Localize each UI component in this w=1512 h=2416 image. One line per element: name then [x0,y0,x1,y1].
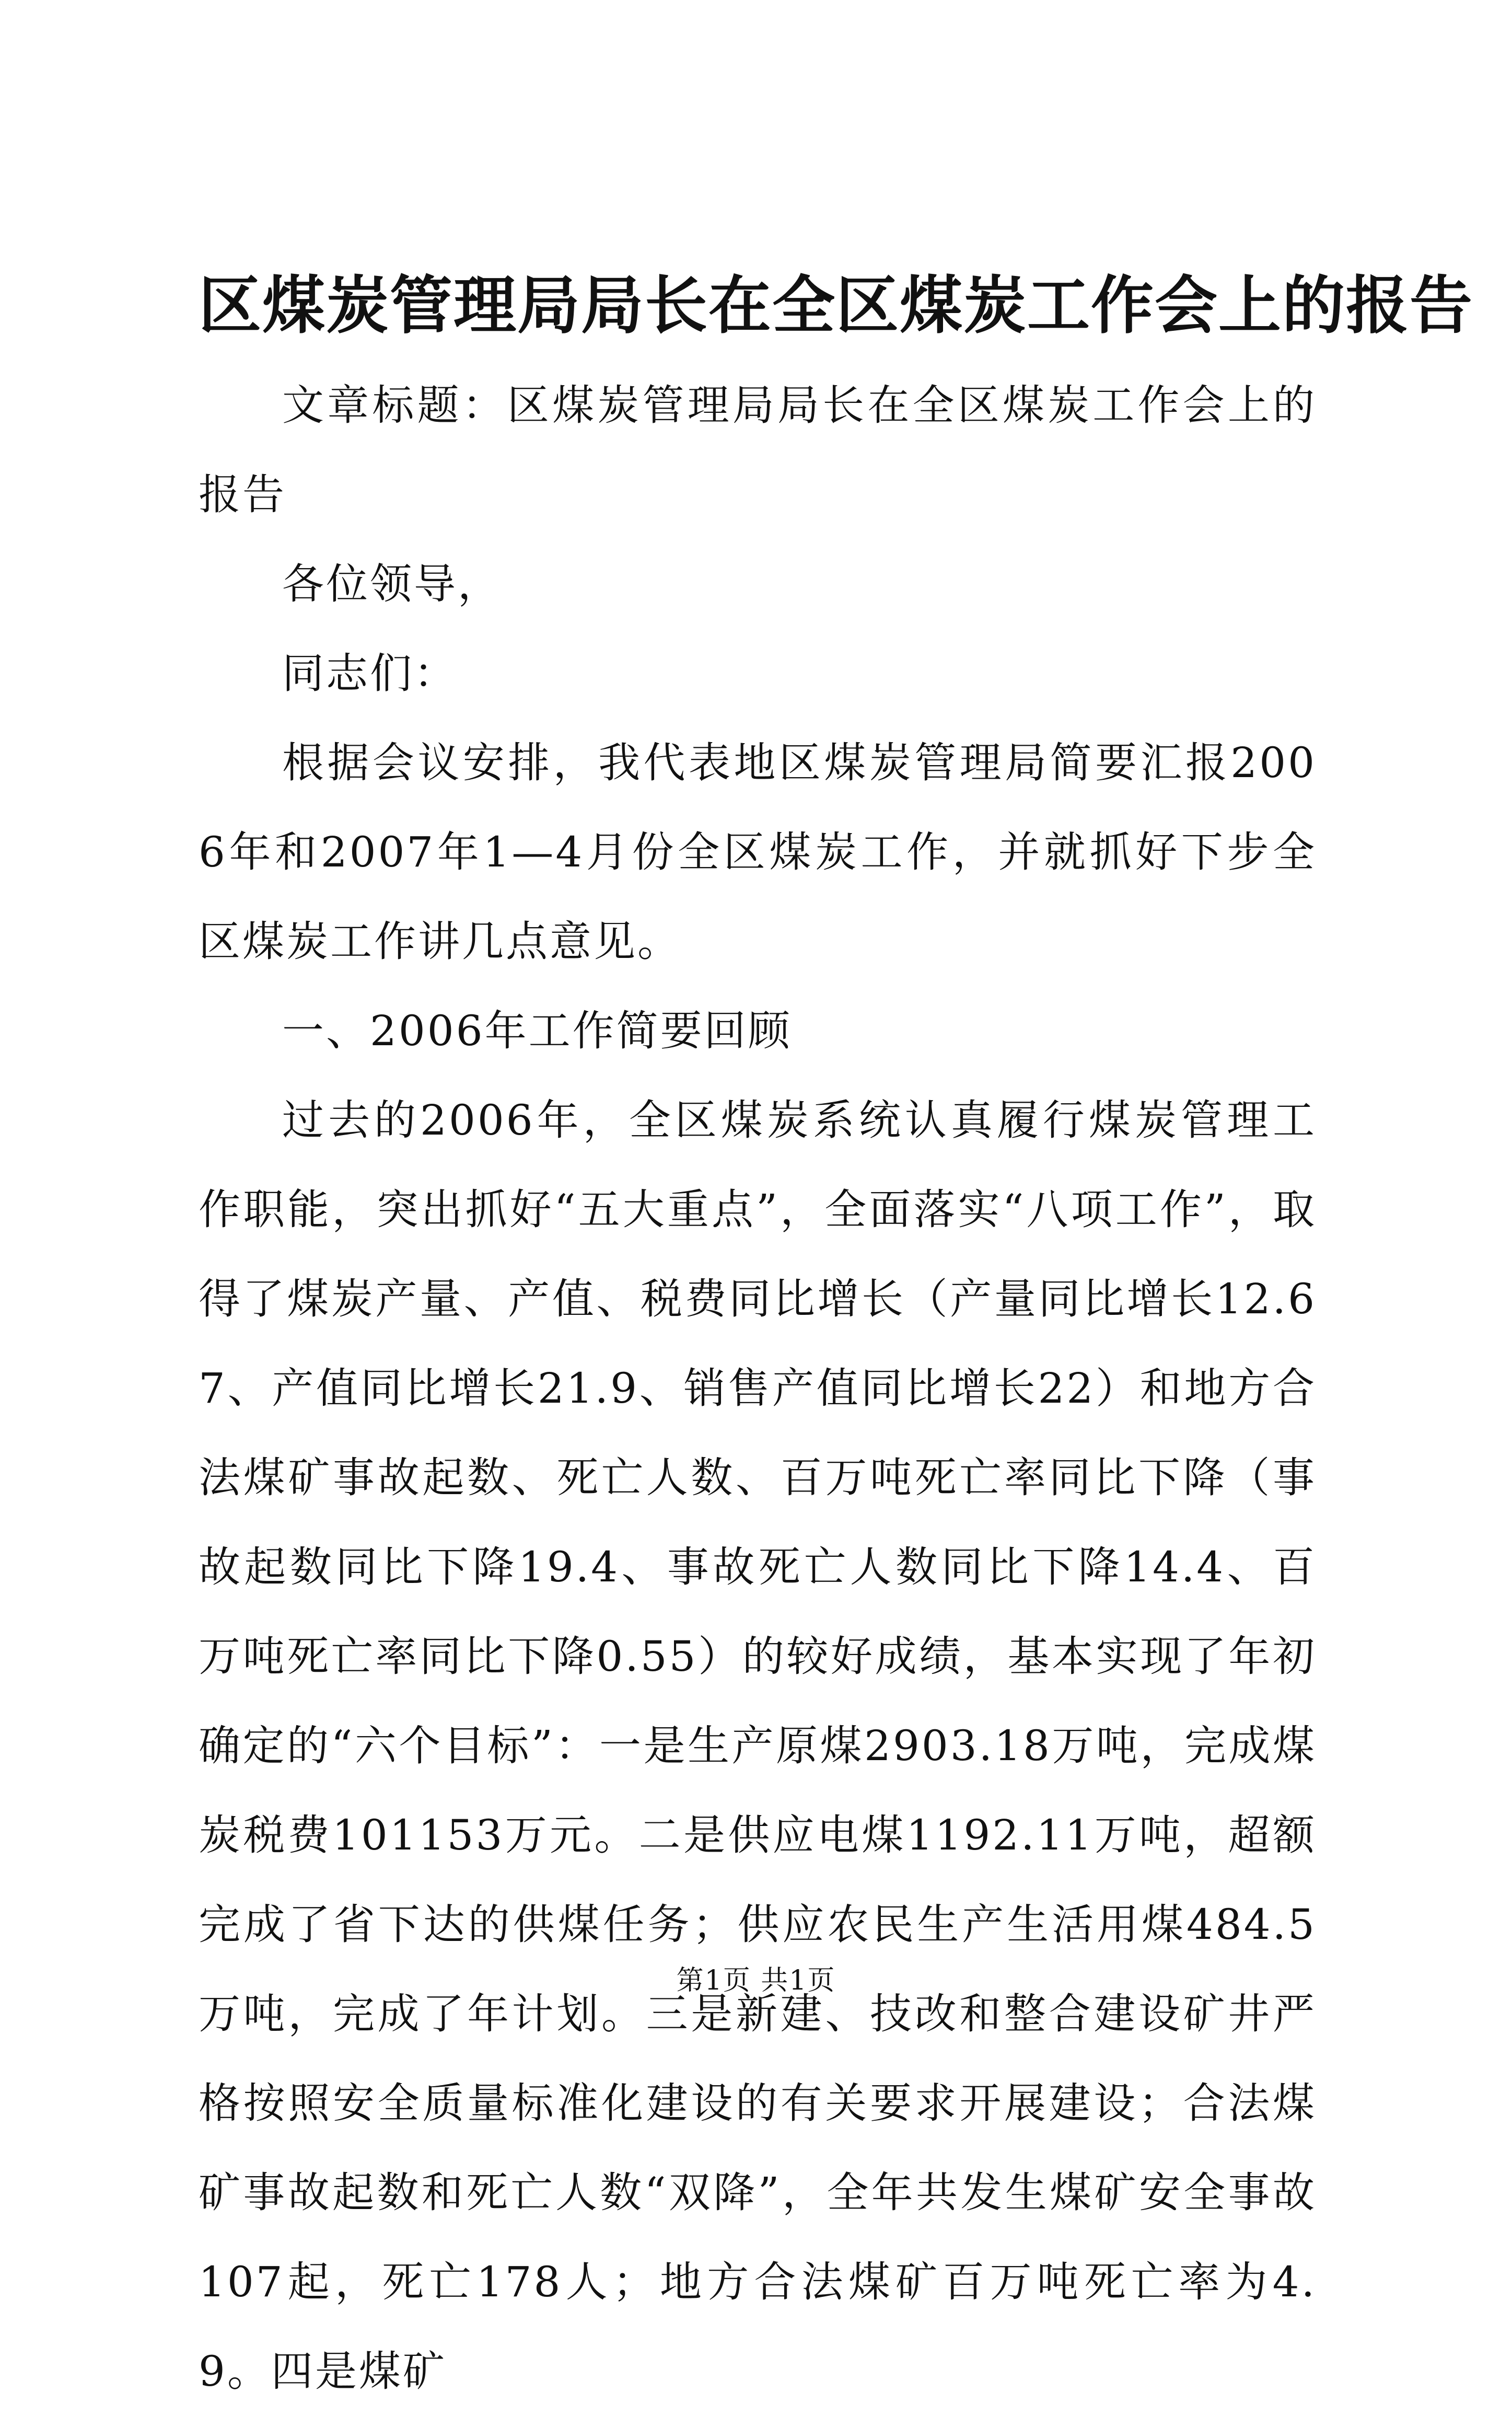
section-heading: 一、2006年工作简要回顾 [282,1007,792,1055]
document-title: 区煤炭管理局局长在全区煤炭工作会上的报告 [199,269,1473,342]
page-number: 第1页 共1页 [676,1965,836,1996]
document-body [199,361,1317,2416]
salutation-leaders: 各位领导， [282,560,502,608]
intro-paragraph: 根据会议安排，我代表地区煤炭管理局简要汇报2006年和2007年1—4月份全区煤炭工作，并就抓好下步全区煤炭工作讲几点意见。 [199,738,1317,966]
review-paragraph: 过去的2006年，全区煤炭系统认真履行煤炭管理工作职能，突出抓好“五大重点”，全面落实“八项工作”，取得了煤炭产量、产值、税费同比增长（产量同比增长12.67、产值同比增长21.9、销售产值同比增长22）和地方合法煤矿事故起数、死亡人数、百万吨死亡率同比下降（事故起数同比下降19.4、事故死亡人数同比下降14.4、百万吨死亡率同比下降0.55）的较好成绩，基本实现了年初确定的“六个目标”：一是生产原煤2903.18万吨，完成煤炭税费101153万元。二是供应电煤1192.11万吨，超额完成了省下达的供煤任务；供应农民生产生活用煤484.5万吨，完成了年计划。三是新建、技改和整合建设矿井严格按照安全质量标准化建设的有关要求开展建设；合法煤矿事故起数和死亡人数“双降”，全年共发生煤矿安全事故107起，死亡178人；地方合法煤矿百万吨死亡率为4.9。四是煤矿 [199,1096,1317,2396]
salutation-comrades: 同志们： [282,649,458,698]
article-title-line: 文章标题：区煤炭管理局局长在全区煤炭工作会上的报告 [199,381,1317,519]
